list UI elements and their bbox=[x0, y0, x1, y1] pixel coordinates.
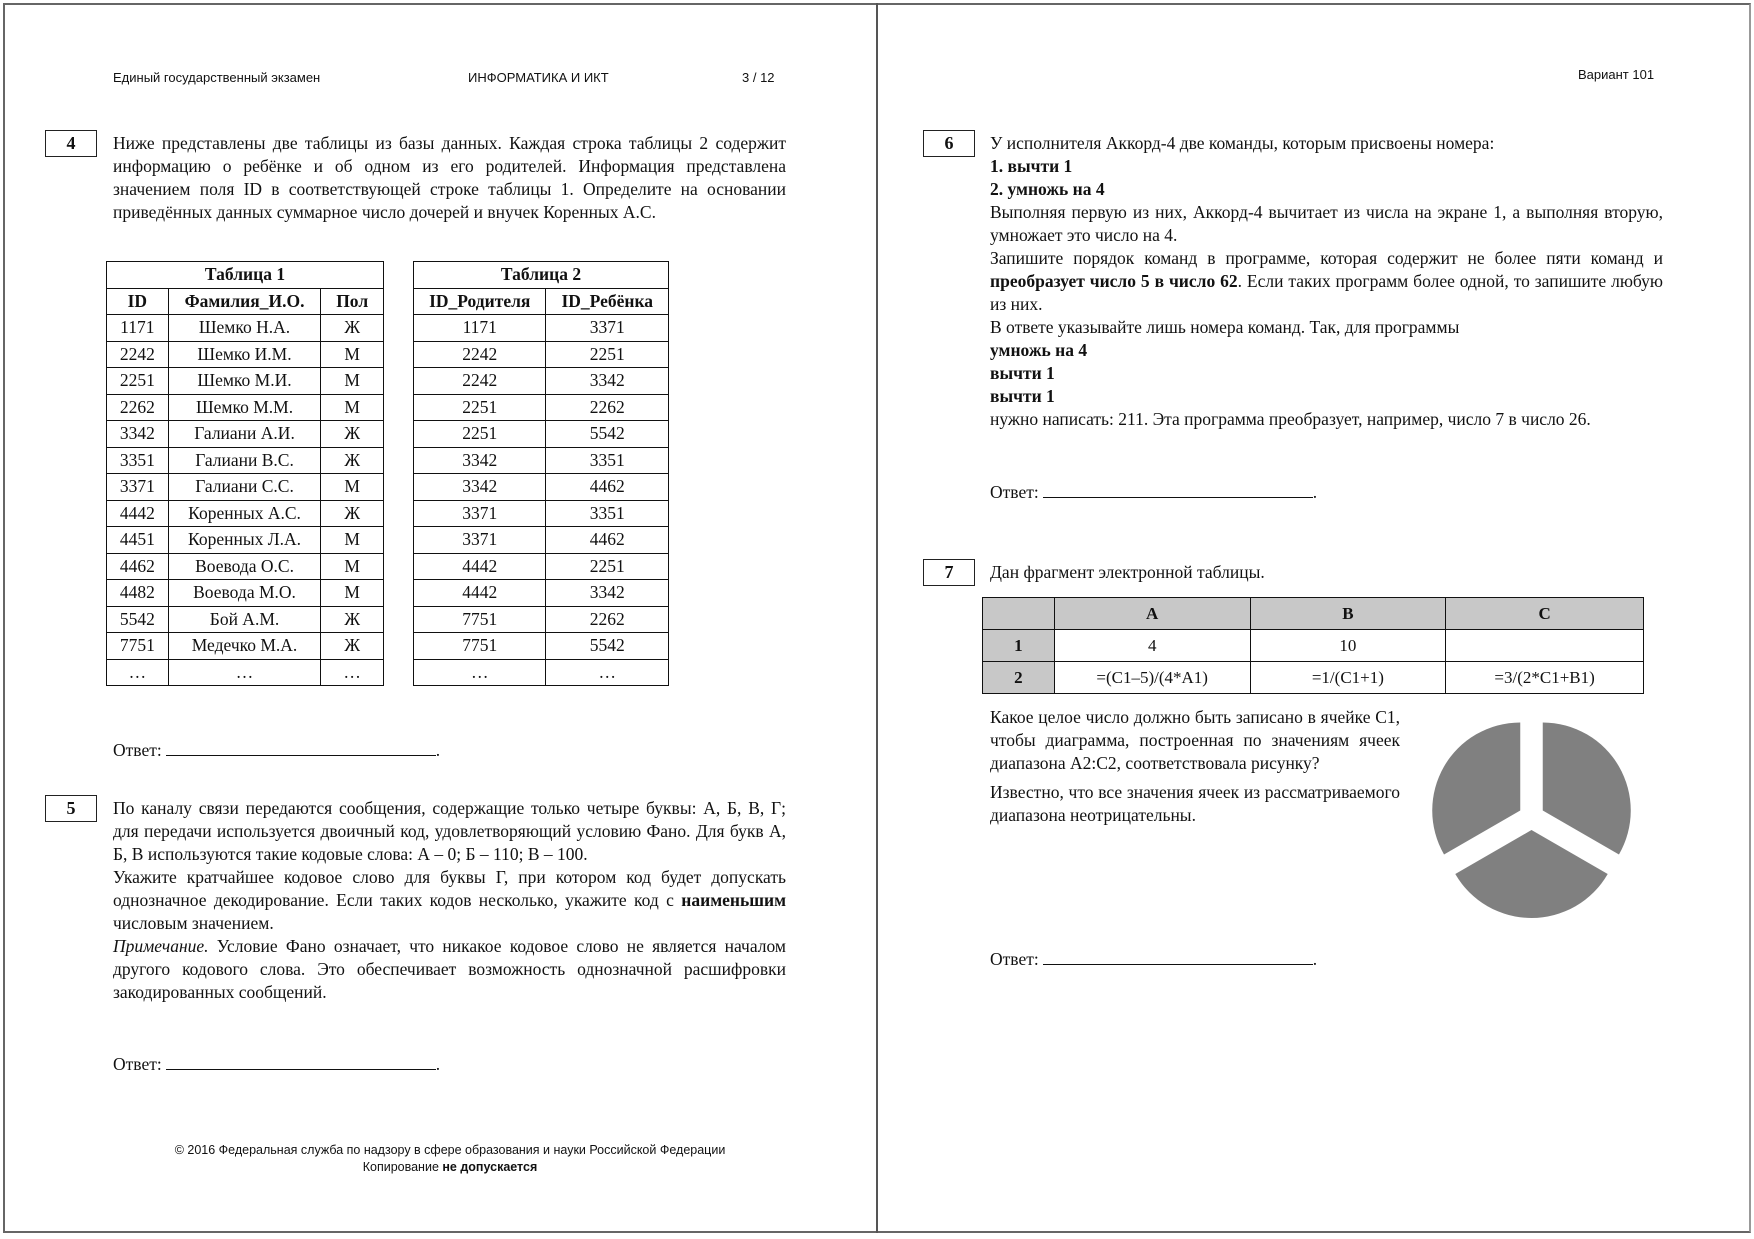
cell-b1: 10 bbox=[1250, 630, 1446, 662]
table-2-col-child: ID_Ребёнка bbox=[546, 288, 669, 315]
question-6-p1: Выполняя первую из них, Аккорд-4 вычитает из числа на экране 1, а выполняя вторую, умножает это число на 4. bbox=[990, 202, 1663, 245]
cell-child-id: 4462 bbox=[546, 474, 669, 501]
cell-id: 4462 bbox=[107, 553, 169, 580]
cell-parent-id: 3342 bbox=[414, 474, 546, 501]
question-number-7: 7 bbox=[923, 559, 975, 586]
table-row bbox=[414, 659, 669, 686]
cell-child-id: 4462 bbox=[546, 527, 669, 554]
question-6-p2 bbox=[990, 247, 1663, 316]
sheet-col-b: B bbox=[1250, 598, 1446, 630]
question-7-text bbox=[990, 706, 1400, 827]
question-7-note: Известно, что все значения ячеек из рассматриваемого диапазона неотрицательны. bbox=[990, 782, 1400, 825]
cell-gender: Ж bbox=[321, 633, 384, 660]
cell-gender: Ж bbox=[321, 315, 384, 342]
pie-slice-c2 bbox=[1432, 723, 1520, 855]
example-step-2: вычти 1 bbox=[990, 363, 1055, 383]
cell-child-id: 2262 bbox=[546, 394, 669, 421]
cell-parent-id: … bbox=[414, 659, 546, 686]
header-page-number: 3 / 12 bbox=[742, 70, 775, 85]
cell-name: Воевода М.О. bbox=[168, 580, 321, 607]
cell-parent-id: 7751 bbox=[414, 633, 546, 660]
question-6-p2-text: Запишите порядок команд в программе, которая содержит не более пяти команд и bbox=[990, 248, 1663, 268]
copying-notice bbox=[110, 1159, 790, 1176]
example-step-1: умножь на 4 bbox=[990, 340, 1088, 360]
cell-name: Шемко Н.А. bbox=[168, 315, 321, 342]
question-6-answer: Ответ: . bbox=[990, 482, 1318, 502]
command-2: 2. умножь на 4 bbox=[990, 179, 1105, 199]
cell-name: Галиани А.И. bbox=[168, 421, 321, 448]
answer-label: Ответ: bbox=[990, 482, 1039, 502]
question-7-intro-text: Дан фрагмент электронной таблицы. bbox=[990, 562, 1265, 582]
table-row bbox=[107, 368, 384, 395]
cell-gender: М bbox=[321, 474, 384, 501]
answer-field[interactable] bbox=[1043, 483, 1313, 498]
cell-child-id: 3342 bbox=[546, 368, 669, 395]
header-exam: Единый государственный экзамен bbox=[113, 70, 321, 85]
table-row bbox=[414, 580, 669, 607]
cell-a1: 4 bbox=[1054, 630, 1250, 662]
question-4-body: Ниже представлены две таблицы из базы данных. Каждая строка таблицы 2 содержит информацию о ребёнке и об одном из его родителей. Информация представлена значением поля ID в соответствующей строке таблицы 1. Определите на основании приведённых данных суммарное число дочерей и внучек Коренных А.С. bbox=[113, 133, 786, 222]
cell-parent-id: 3342 bbox=[414, 447, 546, 474]
cell-gender: М bbox=[321, 368, 384, 395]
table-row bbox=[414, 315, 669, 342]
question-6-intro: У исполнителя Аккорд-4 две команды, которым присвоены номера: bbox=[990, 133, 1495, 153]
cell-parent-id: 4442 bbox=[414, 553, 546, 580]
table-row bbox=[414, 606, 669, 633]
cell-id: 5542 bbox=[107, 606, 169, 633]
table-2 bbox=[413, 261, 669, 686]
cell-child-id: 5542 bbox=[546, 421, 669, 448]
cell-b2: =1/(C1+1) bbox=[1250, 662, 1446, 694]
sheet-row-2: 2 bbox=[983, 662, 1055, 694]
cell-id: 3351 bbox=[107, 447, 169, 474]
right-page bbox=[878, 0, 1754, 1239]
cell-parent-id: 2242 bbox=[414, 341, 546, 368]
question-5-p2-text: Укажите кратчайшее кодовое слово для буквы Г, при котором код будет допускать однозначное декодирование. Если таких кодов несколько, укажите код с bbox=[113, 867, 786, 910]
cell-gender: Ж bbox=[321, 500, 384, 527]
sheet-col-a: A bbox=[1054, 598, 1250, 630]
table-row bbox=[414, 421, 669, 448]
cell-name: … bbox=[168, 659, 321, 686]
question-5-text bbox=[113, 797, 786, 1004]
cell-gender: М bbox=[321, 527, 384, 554]
table-row bbox=[414, 633, 669, 660]
cell-parent-id: 1171 bbox=[414, 315, 546, 342]
cell-parent-id: 7751 bbox=[414, 606, 546, 633]
cell-parent-id: 2251 bbox=[414, 421, 546, 448]
cell-c2: =3/(2*C1+B1) bbox=[1446, 662, 1644, 694]
table-row bbox=[107, 553, 384, 580]
left-page bbox=[0, 0, 876, 1239]
copyright-footer bbox=[110, 1142, 790, 1176]
table-1-col-id: ID bbox=[107, 288, 169, 315]
cell-name: Бой А.М. bbox=[168, 606, 321, 633]
cell-name: Галиани С.С. bbox=[168, 474, 321, 501]
cell-id: … bbox=[107, 659, 169, 686]
cell-name: Коренных А.С. bbox=[168, 500, 321, 527]
table-row bbox=[107, 527, 384, 554]
cell-id: 3371 bbox=[107, 474, 169, 501]
pie-slice-b2 bbox=[1455, 830, 1607, 918]
table-row bbox=[107, 447, 384, 474]
table-row bbox=[107, 341, 384, 368]
pie-slices bbox=[1432, 723, 1631, 919]
header-variant: Вариант 101 bbox=[1578, 67, 1655, 82]
cell-c1 bbox=[1446, 630, 1644, 662]
question-number-6: 6 bbox=[923, 130, 975, 157]
cell-id: 4442 bbox=[107, 500, 169, 527]
question-5-emphasis: наименьшим bbox=[681, 890, 786, 910]
question-6-emphasis: преобразует число 5 в число 62 bbox=[990, 271, 1238, 291]
header-subject: ИНФОРМАТИКА И ИКТ bbox=[468, 70, 609, 85]
note-label: Примечание. bbox=[113, 936, 209, 956]
answer-label: Ответ: bbox=[113, 740, 162, 760]
table-row bbox=[414, 341, 669, 368]
table-row bbox=[107, 394, 384, 421]
copying-emphasis: не допускается bbox=[442, 1160, 538, 1174]
answer-field[interactable] bbox=[166, 741, 436, 756]
cell-gender: Ж bbox=[321, 447, 384, 474]
cell-gender: М bbox=[321, 553, 384, 580]
cell-id: 2262 bbox=[107, 394, 169, 421]
question-number-5: 5 bbox=[45, 795, 97, 822]
cell-child-id: 2251 bbox=[546, 553, 669, 580]
answer-field[interactable] bbox=[166, 1055, 436, 1070]
cell-id: 3342 bbox=[107, 421, 169, 448]
sheet-corner bbox=[983, 598, 1055, 630]
cell-parent-id: 3371 bbox=[414, 500, 546, 527]
spreadsheet-fragment bbox=[982, 597, 1644, 694]
question-5-p1: По каналу связи передаются сообщения, содержащие только четыре буквы: А, Б, В, Г; для передачи используется двоичный код, удовлетворяющий условию Фано. Для букв А, Б, В используются такие кодовые слова: А – 0; Б – 110; В – 100. bbox=[113, 798, 786, 864]
cell-id: 2251 bbox=[107, 368, 169, 395]
question-7-answer: Ответ: . bbox=[990, 949, 1318, 969]
cell-child-id: 3351 bbox=[546, 447, 669, 474]
table-row bbox=[414, 500, 669, 527]
example-step-3: вычти 1 bbox=[990, 386, 1055, 406]
table-row bbox=[414, 553, 669, 580]
cell-name: Галиани В.С. bbox=[168, 447, 321, 474]
table-row bbox=[414, 447, 669, 474]
table-row bbox=[107, 633, 384, 660]
question-5-note bbox=[113, 935, 786, 1004]
table-1 bbox=[106, 261, 384, 686]
table-row bbox=[107, 421, 384, 448]
cell-name: Шемко И.М. bbox=[168, 341, 321, 368]
cell-gender: … bbox=[321, 659, 384, 686]
table-row bbox=[414, 527, 669, 554]
answer-label: Ответ: bbox=[990, 949, 1039, 969]
question-5-answer: Ответ: . bbox=[113, 1054, 441, 1074]
question-4-answer: Ответ: . bbox=[113, 740, 441, 760]
cell-id: 7751 bbox=[107, 633, 169, 660]
cell-id: 4451 bbox=[107, 527, 169, 554]
cell-id: 1171 bbox=[107, 315, 169, 342]
question-5-p2-tail: числовым значением. bbox=[113, 913, 274, 933]
cell-parent-id: 3371 bbox=[414, 527, 546, 554]
table-2-col-parent: ID_Родителя bbox=[414, 288, 546, 315]
table-row bbox=[107, 315, 384, 342]
cell-gender: М bbox=[321, 394, 384, 421]
question-5-p2 bbox=[113, 866, 786, 935]
note-text: Условие Фано означает, что никакое кодовое слово не является началом другого кодового слова. Это обеспечивает возможность однозначной расшифровки закодированных сообщений. bbox=[113, 936, 786, 1002]
sheet-col-c: C bbox=[1446, 598, 1644, 630]
table-1-title: Таблица 1 bbox=[107, 262, 384, 289]
cell-name: Медечко М.А. bbox=[168, 633, 321, 660]
pie-chart bbox=[1419, 712, 1644, 922]
cell-a2: =(C1–5)/(4*A1) bbox=[1054, 662, 1250, 694]
cell-name: Воевода О.С. bbox=[168, 553, 321, 580]
pie-slice-a2 bbox=[1543, 723, 1631, 855]
cell-id: 2242 bbox=[107, 341, 169, 368]
copying-text: Копирование bbox=[362, 1160, 443, 1174]
copyright-line: © 2016 Федеральная служба по надзору в сфере образования и науки Российской Федерации bbox=[174, 1143, 726, 1157]
cell-parent-id: 4442 bbox=[414, 580, 546, 607]
answer-label: Ответ: bbox=[113, 1054, 162, 1074]
answer-field[interactable] bbox=[1043, 950, 1313, 965]
table-row bbox=[107, 500, 384, 527]
table-row bbox=[414, 368, 669, 395]
question-7-question: Какое целое число должно быть записано в ячейке C1, чтобы диаграмма, построенная по значениям ячеек диапазона A2:C2, соответствовала рисунку? bbox=[990, 707, 1400, 773]
question-6-p3: В ответе указывайте лишь номера команд. Так, для программы bbox=[990, 317, 1460, 337]
table-row bbox=[107, 606, 384, 633]
table-row bbox=[414, 474, 669, 501]
cell-child-id: 3342 bbox=[546, 580, 669, 607]
cell-id: 4482 bbox=[107, 580, 169, 607]
cell-parent-id: 2251 bbox=[414, 394, 546, 421]
cell-name: Коренных Л.А. bbox=[168, 527, 321, 554]
cell-child-id: 3371 bbox=[546, 315, 669, 342]
cell-child-id: … bbox=[546, 659, 669, 686]
command-1: 1. вычти 1 bbox=[990, 156, 1073, 176]
question-6-p2-tail: . Если таких программ более одной, то запишите любую из них. bbox=[990, 271, 1663, 314]
sheet-row-1: 1 bbox=[983, 630, 1055, 662]
question-4-text bbox=[113, 132, 786, 224]
cell-gender: М bbox=[321, 341, 384, 368]
cell-gender: М bbox=[321, 580, 384, 607]
table-1-col-name: Фамилия_И.О. bbox=[168, 288, 321, 315]
cell-child-id: 5542 bbox=[546, 633, 669, 660]
table-row bbox=[107, 580, 384, 607]
cell-child-id: 3351 bbox=[546, 500, 669, 527]
cell-parent-id: 2242 bbox=[414, 368, 546, 395]
question-6-text bbox=[990, 132, 1663, 431]
cell-gender: Ж bbox=[321, 421, 384, 448]
table-2-title: Таблица 2 bbox=[414, 262, 669, 289]
table-row bbox=[107, 659, 384, 686]
cell-child-id: 2262 bbox=[546, 606, 669, 633]
cell-gender: Ж bbox=[321, 606, 384, 633]
table-row bbox=[414, 394, 669, 421]
cell-name: Шемко М.М. bbox=[168, 394, 321, 421]
table-row bbox=[107, 474, 384, 501]
cell-child-id: 2251 bbox=[546, 341, 669, 368]
table-1-col-gender: Пол bbox=[321, 288, 384, 315]
question-number-4: 4 bbox=[45, 130, 97, 157]
question-7-intro bbox=[990, 561, 1663, 584]
cell-name: Шемко М.И. bbox=[168, 368, 321, 395]
question-6-p4: нужно написать: 211. Эта программа преобразует, например, число 7 в число 26. bbox=[990, 409, 1591, 429]
